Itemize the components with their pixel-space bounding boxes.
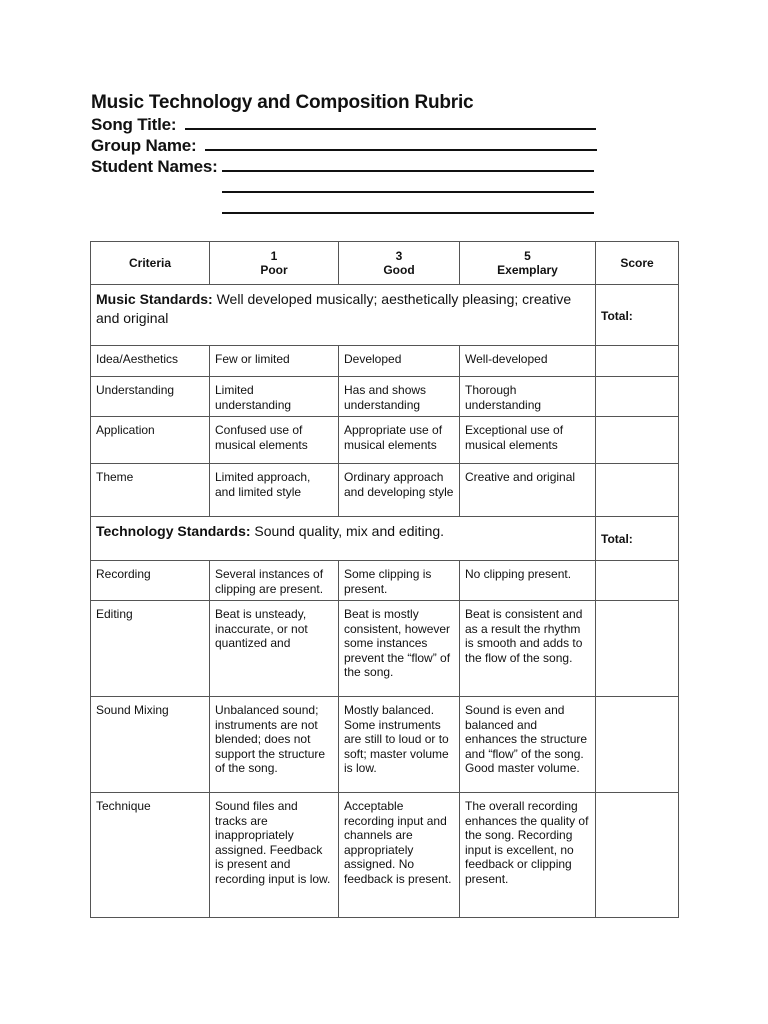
exemplary-cell: Exceptional use of musical elements — [460, 417, 596, 464]
section-total[interactable]: Total: — [596, 517, 679, 561]
score-cell[interactable] — [596, 561, 679, 601]
group-name-field — [91, 135, 691, 156]
column-header-good: 3 Good — [339, 242, 460, 285]
student-names-blank-3[interactable] — [222, 198, 594, 214]
exemplary-cell: Thorough understanding — [460, 377, 596, 417]
student-names-blank[interactable] — [222, 156, 594, 172]
good-cell: Beat is mostly consistent, however some instances prevent the “flow” of the song. — [339, 601, 460, 697]
section-total[interactable]: Total: — [596, 285, 679, 346]
good-cell: Appropriate use of musical elements — [339, 417, 460, 464]
song-title-field — [91, 114, 691, 135]
score-cell[interactable] — [596, 377, 679, 417]
score-cell[interactable] — [596, 464, 679, 517]
score-cell[interactable] — [596, 697, 679, 793]
good-cell: Acceptable recording input and channels are appropriately assigned. No feedback is present. — [339, 793, 460, 918]
column-header-score: Score — [596, 242, 679, 285]
group-name-blank[interactable] — [205, 135, 597, 151]
song-title-label: Song Title: — [91, 115, 177, 134]
section-heading: Technology Standards: — [96, 523, 251, 539]
column-header-criteria: Criteria — [91, 242, 210, 285]
poor-cell: Several instances of clipping are present. — [210, 561, 339, 601]
criteria-cell: Application — [91, 417, 210, 464]
column-header-poor: 1 Poor — [210, 242, 339, 285]
criteria-cell: Recording — [91, 561, 210, 601]
criteria-cell: Idea/Aesthetics — [91, 346, 210, 377]
exemplary-cell: Well-developed — [460, 346, 596, 377]
column-header-exemplary: 5 Exemplary — [460, 242, 596, 285]
table-row — [91, 417, 679, 464]
table-row — [91, 697, 679, 793]
poor-cell: Few or limited — [210, 346, 339, 377]
poor-cell: Confused use of musical elements — [210, 417, 339, 464]
poor-cell: Limited understanding — [210, 377, 339, 417]
score-cell[interactable] — [596, 793, 679, 918]
poor-cell: Sound files and tracks are inappropriately assigned. Feedback is present and recording input is low. — [210, 793, 339, 918]
score-cell[interactable] — [596, 601, 679, 697]
exemplary-cell: The overall recording enhances the quality of the song. Recording input is excellent, no feedback or clipping present. — [460, 793, 596, 918]
rubric-table — [90, 241, 679, 918]
exemplary-cell: No clipping present. — [460, 561, 596, 601]
student-names-blank-2[interactable] — [222, 177, 594, 193]
criteria-cell: Understanding — [91, 377, 210, 417]
section-row-technology-standards — [91, 517, 679, 561]
exemplary-cell: Creative and original — [460, 464, 596, 517]
criteria-cell: Theme — [91, 464, 210, 517]
table-row — [91, 793, 679, 918]
student-names-field — [91, 156, 691, 177]
score-cell[interactable] — [596, 417, 679, 464]
section-description — [91, 285, 596, 346]
group-name-label: Group Name: — [91, 136, 197, 155]
exemplary-cell: Sound is even and balanced and enhances the structure and “flow” of the song. Good master volume. — [460, 697, 596, 793]
good-cell: Mostly balanced. Some instruments are still to loud or to soft; master volume is low. — [339, 697, 460, 793]
good-cell: Has and shows understanding — [339, 377, 460, 417]
table-row — [91, 561, 679, 601]
good-cell: Developed — [339, 346, 460, 377]
student-names-line-2 — [222, 177, 691, 198]
section-description — [91, 517, 596, 561]
table-row — [91, 601, 679, 697]
criteria-cell: Technique — [91, 793, 210, 918]
section-description-text: Sound quality, mix and editing. — [250, 523, 445, 539]
exemplary-cell: Beat is consistent and as a result the rhythm is smooth and adds to the flow of the song. — [460, 601, 596, 697]
good-cell: Ordinary approach and developing style — [339, 464, 460, 517]
table-row — [91, 464, 679, 517]
poor-cell: Unbalanced sound; instruments are not blended; does not support the structure of the song. — [210, 697, 339, 793]
student-names-label: Student Names: — [91, 157, 218, 176]
criteria-cell: Editing — [91, 601, 210, 697]
poor-cell: Beat is unsteady, inaccurate, or not quantized and — [210, 601, 339, 697]
header-row — [91, 242, 679, 285]
score-cell[interactable] — [596, 346, 679, 377]
rubric-header — [91, 92, 691, 219]
good-cell: Some clipping is present. — [339, 561, 460, 601]
song-title-blank[interactable] — [185, 114, 596, 130]
criteria-cell: Sound Mixing — [91, 697, 210, 793]
student-names-line-3 — [222, 198, 691, 219]
section-row-music-standards — [91, 285, 679, 346]
table-row — [91, 346, 679, 377]
table-row — [91, 377, 679, 417]
page-title: Music Technology and Composition Rubric — [91, 92, 474, 113]
section-description-text: Well developed musically; aesthetically pleasing; creative and original — [96, 291, 572, 326]
section-heading: Music Standards: — [96, 291, 213, 307]
poor-cell: Limited approach, and limited style — [210, 464, 339, 517]
